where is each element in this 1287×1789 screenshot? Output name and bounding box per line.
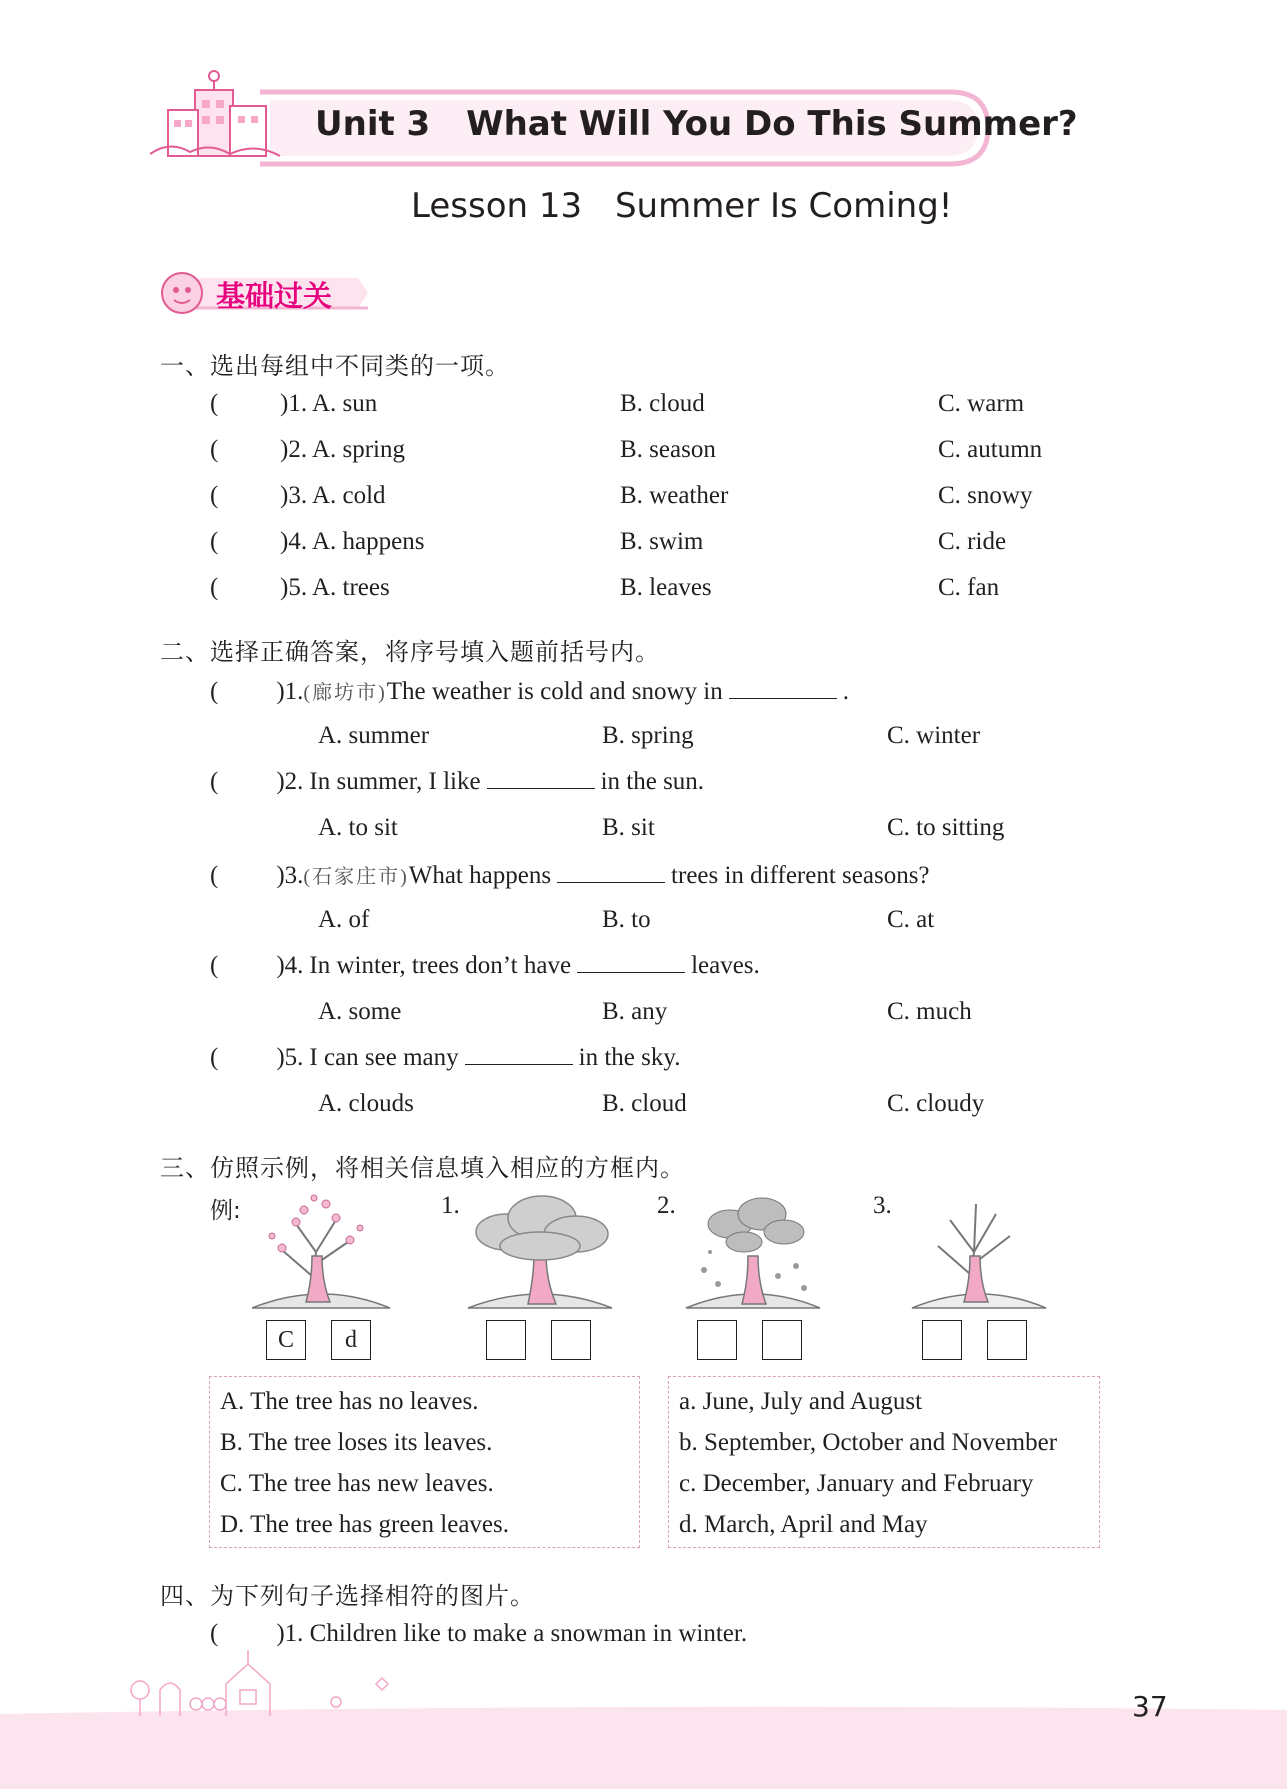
answer-blank[interactable] <box>487 768 595 789</box>
list-item: d. March, April and May <box>679 1511 928 1538</box>
question-text: In summer, I like <box>309 768 481 795</box>
answer-box-3b[interactable] <box>987 1320 1027 1360</box>
question-2 <box>210 768 704 796</box>
item-a: )2. A. spring <box>280 436 405 463</box>
question-3 <box>210 860 930 890</box>
answer-paren[interactable]: ( <box>210 528 219 555</box>
section1-title: 一、选出每组中不同类的一项。 <box>160 352 510 380</box>
list-item: B. The tree loses its leaves. <box>220 1429 493 1456</box>
badge-label: 基础过关 <box>216 279 333 313</box>
list-item: A. The tree has no leaves. <box>220 1388 479 1415</box>
item-c: C. snowy <box>938 482 1033 509</box>
question-3-options <box>318 906 1118 942</box>
city-tag: (石家庄市) <box>303 866 409 888</box>
question-5-options <box>318 1090 1118 1126</box>
option-c: C. winter <box>887 722 981 749</box>
unit-label: Unit 3 <box>315 104 431 144</box>
question-text: The weather is cold and snowy in <box>386 678 723 705</box>
question-number: )2. <box>276 768 304 795</box>
question-text: )1. Children like to make a snowman in winter. <box>276 1620 748 1647</box>
item-a: )1. A. sun <box>280 390 378 417</box>
unit-title: What Will You Do This Summer? <box>466 104 1078 144</box>
question-1 <box>210 676 849 706</box>
option-b: B. spring <box>602 722 694 749</box>
item-b: B. season <box>620 436 716 463</box>
tree-spring-image <box>252 1190 392 1310</box>
option-a: A. summer <box>318 722 430 749</box>
list-item: a. June, July and August <box>679 1388 923 1415</box>
question-text: I can see many <box>309 1044 459 1071</box>
list-item <box>210 574 1110 610</box>
example-answer-box-2: d <box>331 1320 371 1360</box>
option-c: C. to sitting <box>887 814 1005 841</box>
answer-box-2b[interactable] <box>762 1320 802 1360</box>
question-number: )1. <box>276 678 304 705</box>
item-b: B. swim <box>620 528 704 555</box>
months-box <box>668 1376 1100 1548</box>
item-b: B. weather <box>620 482 729 509</box>
list-item: D. The tree has green leaves. <box>220 1511 509 1538</box>
question-text: What happens <box>408 862 552 889</box>
item-a: )3. A. cold <box>280 482 386 509</box>
question-text-end: trees in different seasons? <box>671 862 930 889</box>
tree-winter-image <box>910 1190 1050 1310</box>
option-b: B. sit <box>602 814 655 841</box>
list-item <box>210 390 1110 426</box>
list-item: C. The tree has new leaves. <box>220 1470 494 1497</box>
list-item <box>210 482 1110 518</box>
option-b: B. cloud <box>602 1090 687 1117</box>
answer-box-1a[interactable] <box>486 1320 526 1360</box>
option-a: A. of <box>318 906 370 933</box>
tree-autumn-image <box>684 1190 824 1310</box>
example-answer-box-1: C <box>266 1320 306 1360</box>
question-5 <box>210 1044 680 1072</box>
question-text-end: . <box>842 678 850 705</box>
answer-blank[interactable] <box>729 678 837 699</box>
picture-label-3: 3. <box>873 1192 892 1219</box>
answer-paren[interactable]: ( <box>210 768 219 795</box>
option-a: A. some <box>318 998 402 1025</box>
question-text: In winter, trees don’t have <box>309 952 572 979</box>
list-item: c. December, January and February <box>679 1470 1034 1497</box>
question-4 <box>210 952 760 980</box>
buildings-icon <box>150 68 285 168</box>
answer-blank[interactable] <box>557 862 665 883</box>
option-b: B. any <box>602 998 668 1025</box>
question-text-end: in the sun. <box>600 768 705 795</box>
page-number: 37 <box>1132 1690 1168 1723</box>
question-2-options <box>318 814 1118 850</box>
answer-paren[interactable]: ( <box>210 390 219 417</box>
option-c: C. cloudy <box>887 1090 985 1117</box>
list-item: b. September, October and November <box>679 1429 1058 1456</box>
option-c: C. at <box>887 906 935 933</box>
footer-decoration <box>0 1640 1287 1789</box>
item-a: )5. A. trees <box>280 574 390 601</box>
item-c: C. warm <box>938 390 1025 417</box>
answer-paren[interactable]: ( <box>210 952 219 979</box>
list-item <box>210 436 1110 472</box>
city-tag: (廊坊市) <box>303 682 387 704</box>
item-b: B. leaves <box>620 574 712 601</box>
answer-paren[interactable]: ( <box>210 1620 219 1647</box>
answer-paren[interactable]: ( <box>210 1044 219 1071</box>
question-number: )5. <box>276 1044 304 1071</box>
item-c: C. autumn <box>938 436 1043 463</box>
lesson-name: Summer Is Coming! <box>614 186 953 226</box>
answer-paren[interactable]: ( <box>210 574 219 601</box>
item-c: C. fan <box>938 574 1000 601</box>
list-item <box>210 528 1110 564</box>
question-text-end: leaves. <box>691 952 760 979</box>
answer-blank[interactable] <box>465 1044 573 1065</box>
item-b: B. cloud <box>620 390 705 417</box>
section4-title: 四、为下列句子选择相符的图片。 <box>160 1582 535 1610</box>
question-number: )4. <box>276 952 304 979</box>
unit-header <box>150 78 1078 168</box>
lesson-title <box>411 186 952 226</box>
question-1-options <box>318 722 1118 758</box>
section3-title: 三、仿照示例，将相关信息填入相应的方框内。 <box>160 1154 685 1182</box>
picture-label-1: 1. <box>441 1192 460 1219</box>
option-c: C. much <box>887 998 972 1025</box>
item-c: C. ride <box>938 528 1007 555</box>
item-a: )4. A. happens <box>280 528 425 555</box>
tree-description-box <box>209 1376 640 1548</box>
option-a: A. clouds <box>318 1090 414 1117</box>
answer-box-2a[interactable] <box>697 1320 737 1360</box>
question-text-end: in the sky. <box>578 1044 681 1071</box>
question-4-options <box>318 998 1118 1034</box>
answer-box-1b[interactable] <box>551 1320 591 1360</box>
example-label: 例: <box>210 1198 241 1224</box>
picture-label-2: 2. <box>657 1192 676 1219</box>
answer-paren[interactable]: ( <box>210 678 219 705</box>
answer-box-3a[interactable] <box>922 1320 962 1360</box>
section-badge <box>158 268 378 318</box>
option-b: B. to <box>602 906 651 933</box>
answer-paren[interactable]: ( <box>210 862 219 889</box>
question-number: )3. <box>276 862 304 889</box>
lesson-label: Lesson 13 <box>411 186 583 226</box>
option-a: A. to sit <box>318 814 398 841</box>
answer-paren[interactable]: ( <box>210 436 219 463</box>
answer-blank[interactable] <box>577 952 685 973</box>
section2-title: 二、选择正确答案，将序号填入题前括号内。 <box>160 638 660 666</box>
tree-summer-image <box>466 1192 616 1310</box>
answer-paren[interactable]: ( <box>210 482 219 509</box>
